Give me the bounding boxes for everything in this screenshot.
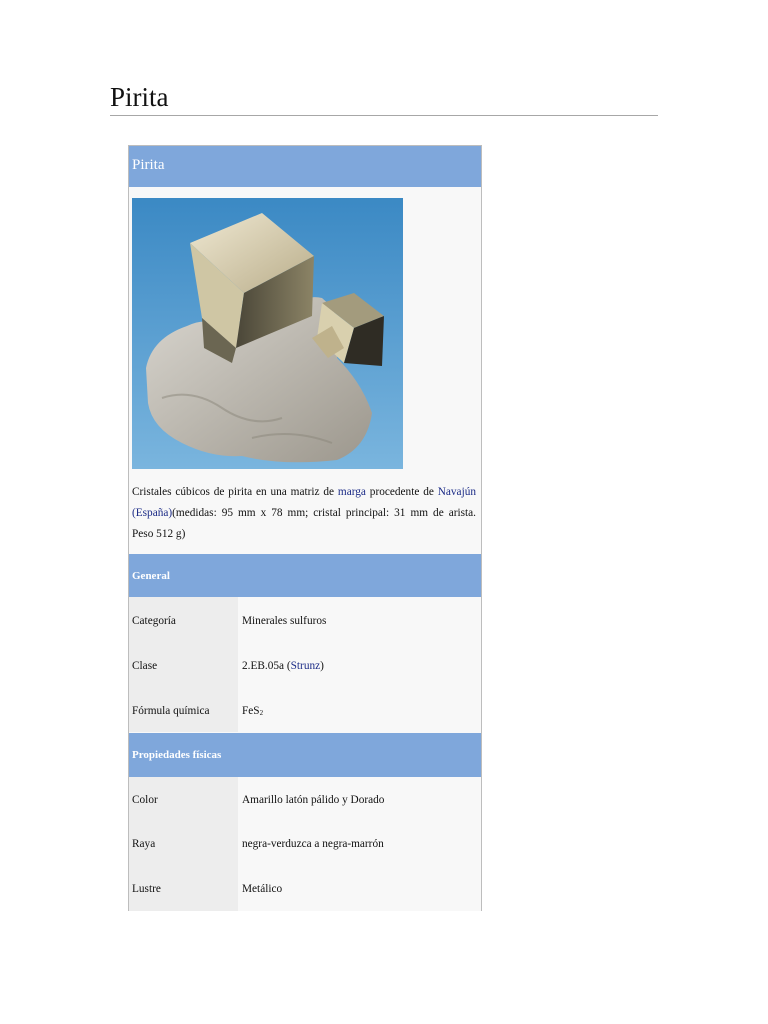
caption-text: (medidas: 95 mm x 78 mm; cristal principal: 31 mm de arista. Peso 512 g) — [132, 507, 476, 540]
value-lustre: Metálico — [242, 883, 283, 895]
link-marga[interactable]: marga — [337, 486, 366, 498]
section-propiedades-fisicas: Propiedades físicas — [129, 733, 481, 777]
link-strunz[interactable]: Strunz — [290, 660, 321, 672]
value-color: Amarillo latón pálido y Dorado — [242, 794, 385, 806]
formula-text: FeS — [242, 705, 260, 717]
label-categoria: Categoría — [132, 615, 176, 627]
link-formula-quimica[interactable]: Fórmula química — [132, 705, 210, 717]
formula-subscript: 2 — [259, 709, 264, 717]
link-navajun[interactable]: Navajún (España) — [132, 486, 477, 519]
link-raya[interactable]: Raya — [132, 838, 156, 850]
title-divider — [110, 115, 658, 116]
value-raya: negra-verduzca a negra-marrón — [242, 838, 384, 850]
page-title: Pirita — [110, 82, 169, 112]
clase-text: 2.EB.05a ( — [242, 660, 291, 672]
caption-text: procedente de — [365, 486, 438, 498]
infobox — [128, 145, 482, 911]
section-general: General — [129, 554, 481, 597]
link-minerales-sulfuros[interactable]: Minerales sulfuros — [242, 615, 327, 627]
link-color[interactable]: Color — [132, 794, 158, 806]
value-formula — [242, 705, 263, 717]
infobox-header: Pirita — [129, 146, 481, 187]
image-caption — [132, 482, 476, 545]
link-lustre[interactable]: Lustre — [132, 883, 161, 895]
clase-text: ) — [320, 660, 324, 672]
value-clase — [242, 660, 324, 672]
link-clase[interactable]: Clase — [132, 660, 158, 672]
pyrite-photo[interactable] — [132, 198, 403, 469]
caption-text: Cristales cúbicos de pirita en una matriz de — [132, 486, 338, 498]
